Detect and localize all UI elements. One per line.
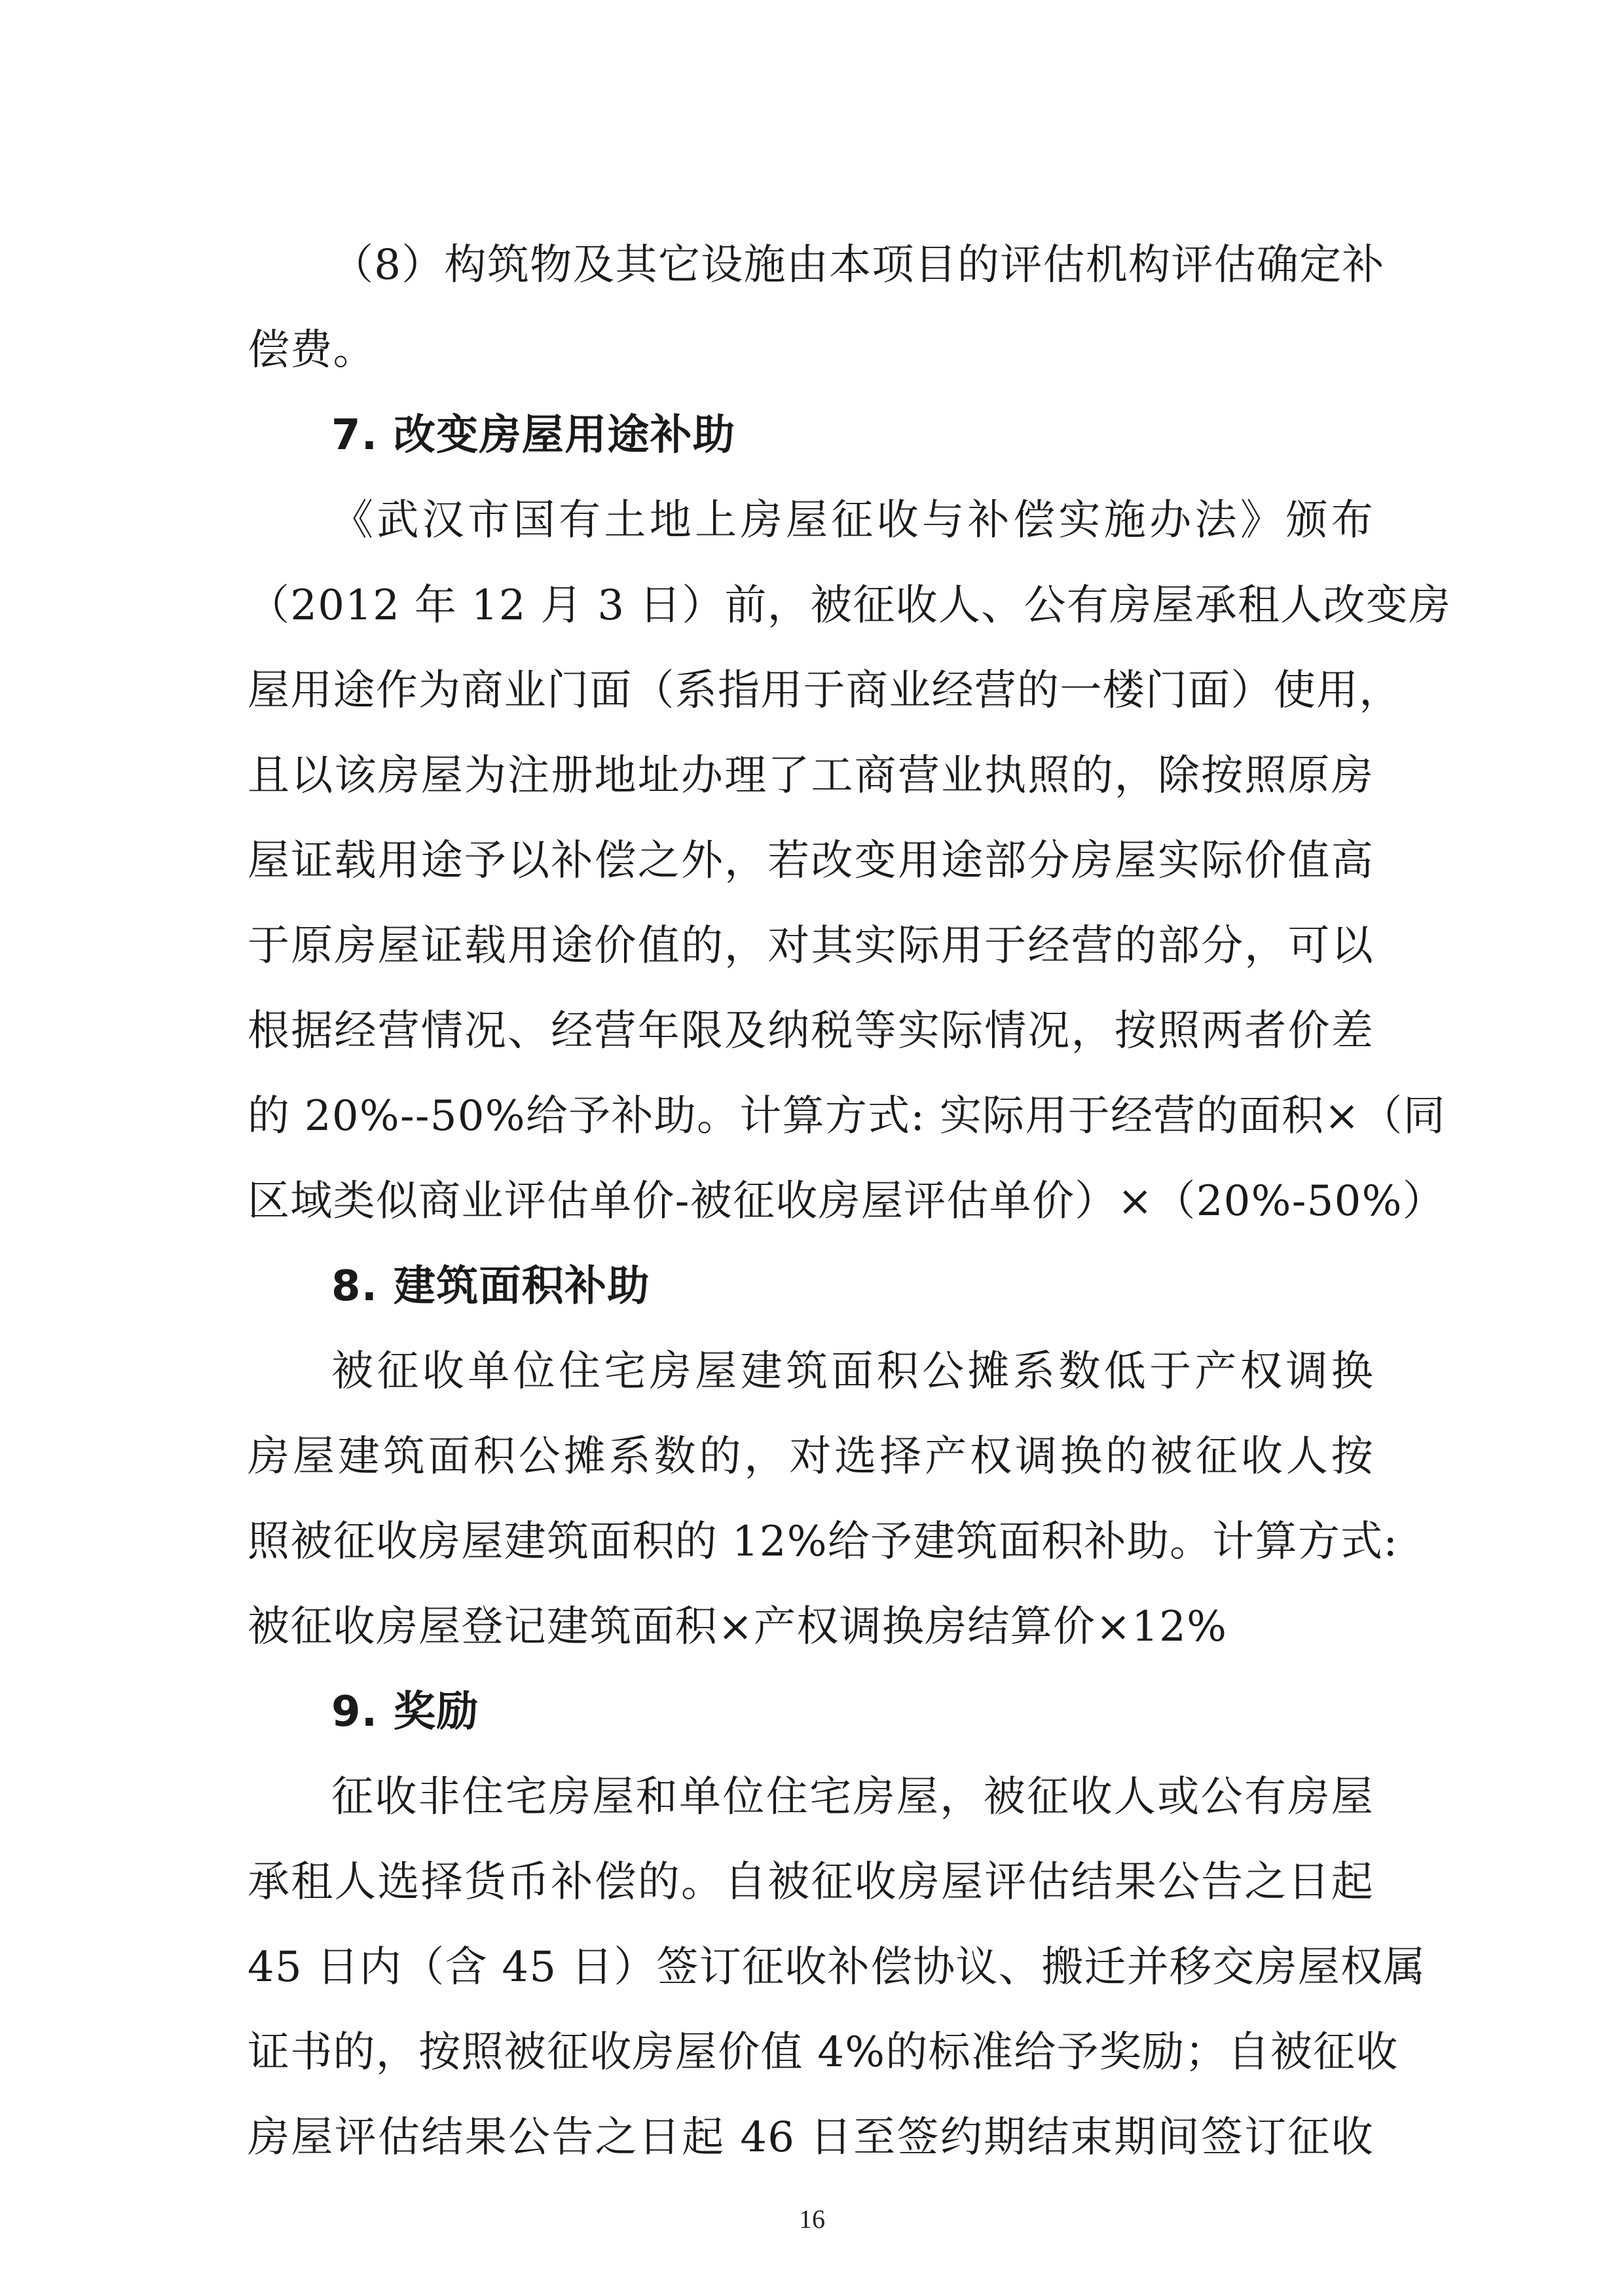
text-line: 照被征收房屋建筑面积的 12%给予建筑面积补助。计算方式: bbox=[248, 1518, 1399, 1566]
text-line: 房屋评估结果公告之日起 46 日至签约期结束期间签订征收 bbox=[248, 2113, 1374, 2162]
text-line: 区域类似商业评估单价-被征收房屋评估单价）×（20%-50%） bbox=[248, 1177, 1446, 1226]
text-line: 于原房屋证载用途价值的，对其实际用于经营的部分，可以 bbox=[248, 922, 1374, 970]
text-line: 征收非住宅房屋和单位住宅房屋，被征收人或公有房屋 bbox=[331, 1773, 1374, 1821]
page-number: 16 bbox=[799, 2204, 825, 2234]
section-heading: 8. 建筑面积补助 bbox=[331, 1262, 650, 1311]
text-line: 被征收房屋登记建筑面积×产权调换房结算价×12% bbox=[248, 1603, 1228, 1651]
text-line: 被征收单位住宅房屋建筑面积公摊系数低于产权调换 bbox=[331, 1347, 1374, 1396]
text-line: 屋用途作为商业门面（系指用于商业经营的一楼门面）使用， bbox=[248, 666, 1402, 715]
text-line: 房屋建筑面积公摊系数的，对选择产权调换的被征收人按 bbox=[248, 1432, 1374, 1481]
text-line: 承租人选择货币补偿的。自被征收房屋评估结果公告之日起 bbox=[248, 1858, 1374, 1906]
text-line: 的 20%--50%给予补助。计算方式: 实际用于经营的面积×（同 bbox=[248, 1092, 1446, 1140]
text-line: 偿费。 bbox=[248, 326, 376, 374]
text-line: 《武汉市国有土地上房屋征收与补偿实施办法》颁布 bbox=[331, 496, 1374, 545]
text-line: 证书的，按照被征收房屋价值 4%的标准给予奖励；自被征收 bbox=[248, 2028, 1399, 2077]
text-line: 45 日内（含 45 日）签订征收补偿协议、搬迁并移交房屋权属 bbox=[248, 1943, 1426, 1992]
text-line: （2012 年 12 月 3 日）前，被征收人、公有房屋承租人改变房 bbox=[248, 581, 1452, 630]
text-line: 屋证载用途予以补偿之外，若改变用途部分房屋实际价值高 bbox=[248, 837, 1374, 885]
text-line: 根据经营情况、经营年限及纳税等实际情况，按照两者价差 bbox=[248, 1007, 1374, 1055]
section-heading: 9. 奖励 bbox=[331, 1688, 479, 1736]
text-line: （8）构筑物及其它设施由本项目的评估机构评估确定补 bbox=[331, 241, 1385, 289]
section-heading: 7. 改变房屋用途补助 bbox=[331, 411, 736, 460]
text-line: 且以该房屋为注册地址办理了工商营业执照的，除按照原房 bbox=[248, 752, 1374, 800]
